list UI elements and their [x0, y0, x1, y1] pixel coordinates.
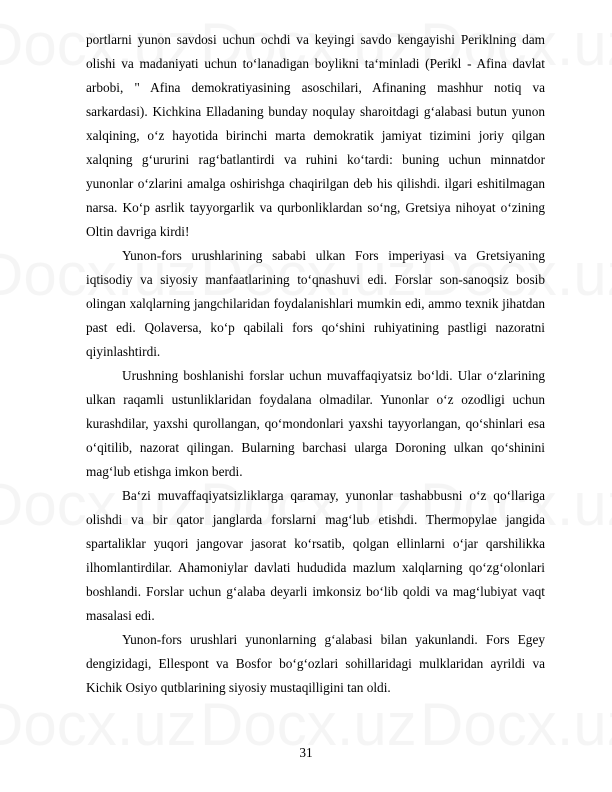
page-number: 31	[299, 745, 313, 760]
paragraph: Yunon-fors urushlarining sababi ulkan Fors imperiyasi va Gretsiyaning iqtisodiy va siyosiy manfaatlarining to‘qnashuvi edi. Forslar son-sanoqsiz bosib olingan xalqlarning jangchilaridan foydalanishlari mumkin edi, ammo texnik jihatdan past edi. Qolaversa, ko‘p qabilali fors qo‘shini ruhiyatining pastligi nazoratni qiyinlashtirdi.	[86, 248, 545, 359]
paragraph-continued: portlarni yunon savdosi uchun ochdi va keyingi savdo kengayishi Periklning dam olishi va madaniyati uchun to‘lanadigan boylikni ta‘minladi (Perikl - Afina davlat arbobi, " Afina demokratiyasining asoschilari, Afinaning mashhur notiq va sarkardasi). Kichkina Elladaning bunday noqulay sharoitdagi g‘alabasi butun yunon xalqining, o‘z hayotida birinchi marta demokratik jamiyat tizimini joriy qilgan xalqning g‘ururini rag‘batlantirdi va ruhini ko‘tardi: buning uchun minnatdor yunonlar o‘zlarini amalga oshirishga chaqirilgan deb his qilishdi. ilgari eshitilmagan narsa. Ko‘p asrlik tayyorgarlik va qurbonliklardan so‘ng, Gretsiya nihoyat o‘zining Oltin davriga kirdi!	[86, 32, 545, 239]
paragraph: Urushning boshlanishi forslar uchun muvaffaqiyatsiz bo‘ldi. Ular o‘zlarining ulkan raqamli ustunliklaridan foydalana olmadilar. Yunonlar o‘z ozodligi uchun kurashdilar, yaxshi qurollangan, qo‘mondonlari yaxshi tayyorlangan, qo‘shinlari esa o‘qitilib, nazorat qilingan. Bularning barchasi ularga Doroning ulkan qo‘shinini mag‘lub etishga imkon berdi.	[86, 368, 545, 479]
paragraph: Yunon-fors urushlari yunonlarning g‘alabasi bilan yakunlandi. Fors Egey dengizidagi, Ellespont va Bosfor bo‘g‘ozlari sohillaridagi mulklaridan ayrildi va Kichik Osiyo qutblarining siyosiy mustaqilligini tan oldi.	[86, 632, 545, 695]
paragraph: Ba‘zi muvaffaqiyatsizliklarga qaramay, yunonlar tashabbusni o‘z qo‘llariga olishdi va bir qator janglarda forslarni mag‘lub etishdi. Thermopylae jangida spartaliklar yuqori jangovar jasorat ko‘rsatib, qolgan ellinlarni o‘jar qarshilikka ilhomlantirdilar. Ahamoniylar davlati hududida mazlum xalqlarning qo‘zg‘olonlari boshlandi. Forslar uchun g‘alaba deyarli imkonsiz bo‘lib qoldi va mag‘lubiyat vaqt masalasi edi.	[86, 488, 545, 623]
document-body	[86, 28, 545, 700]
